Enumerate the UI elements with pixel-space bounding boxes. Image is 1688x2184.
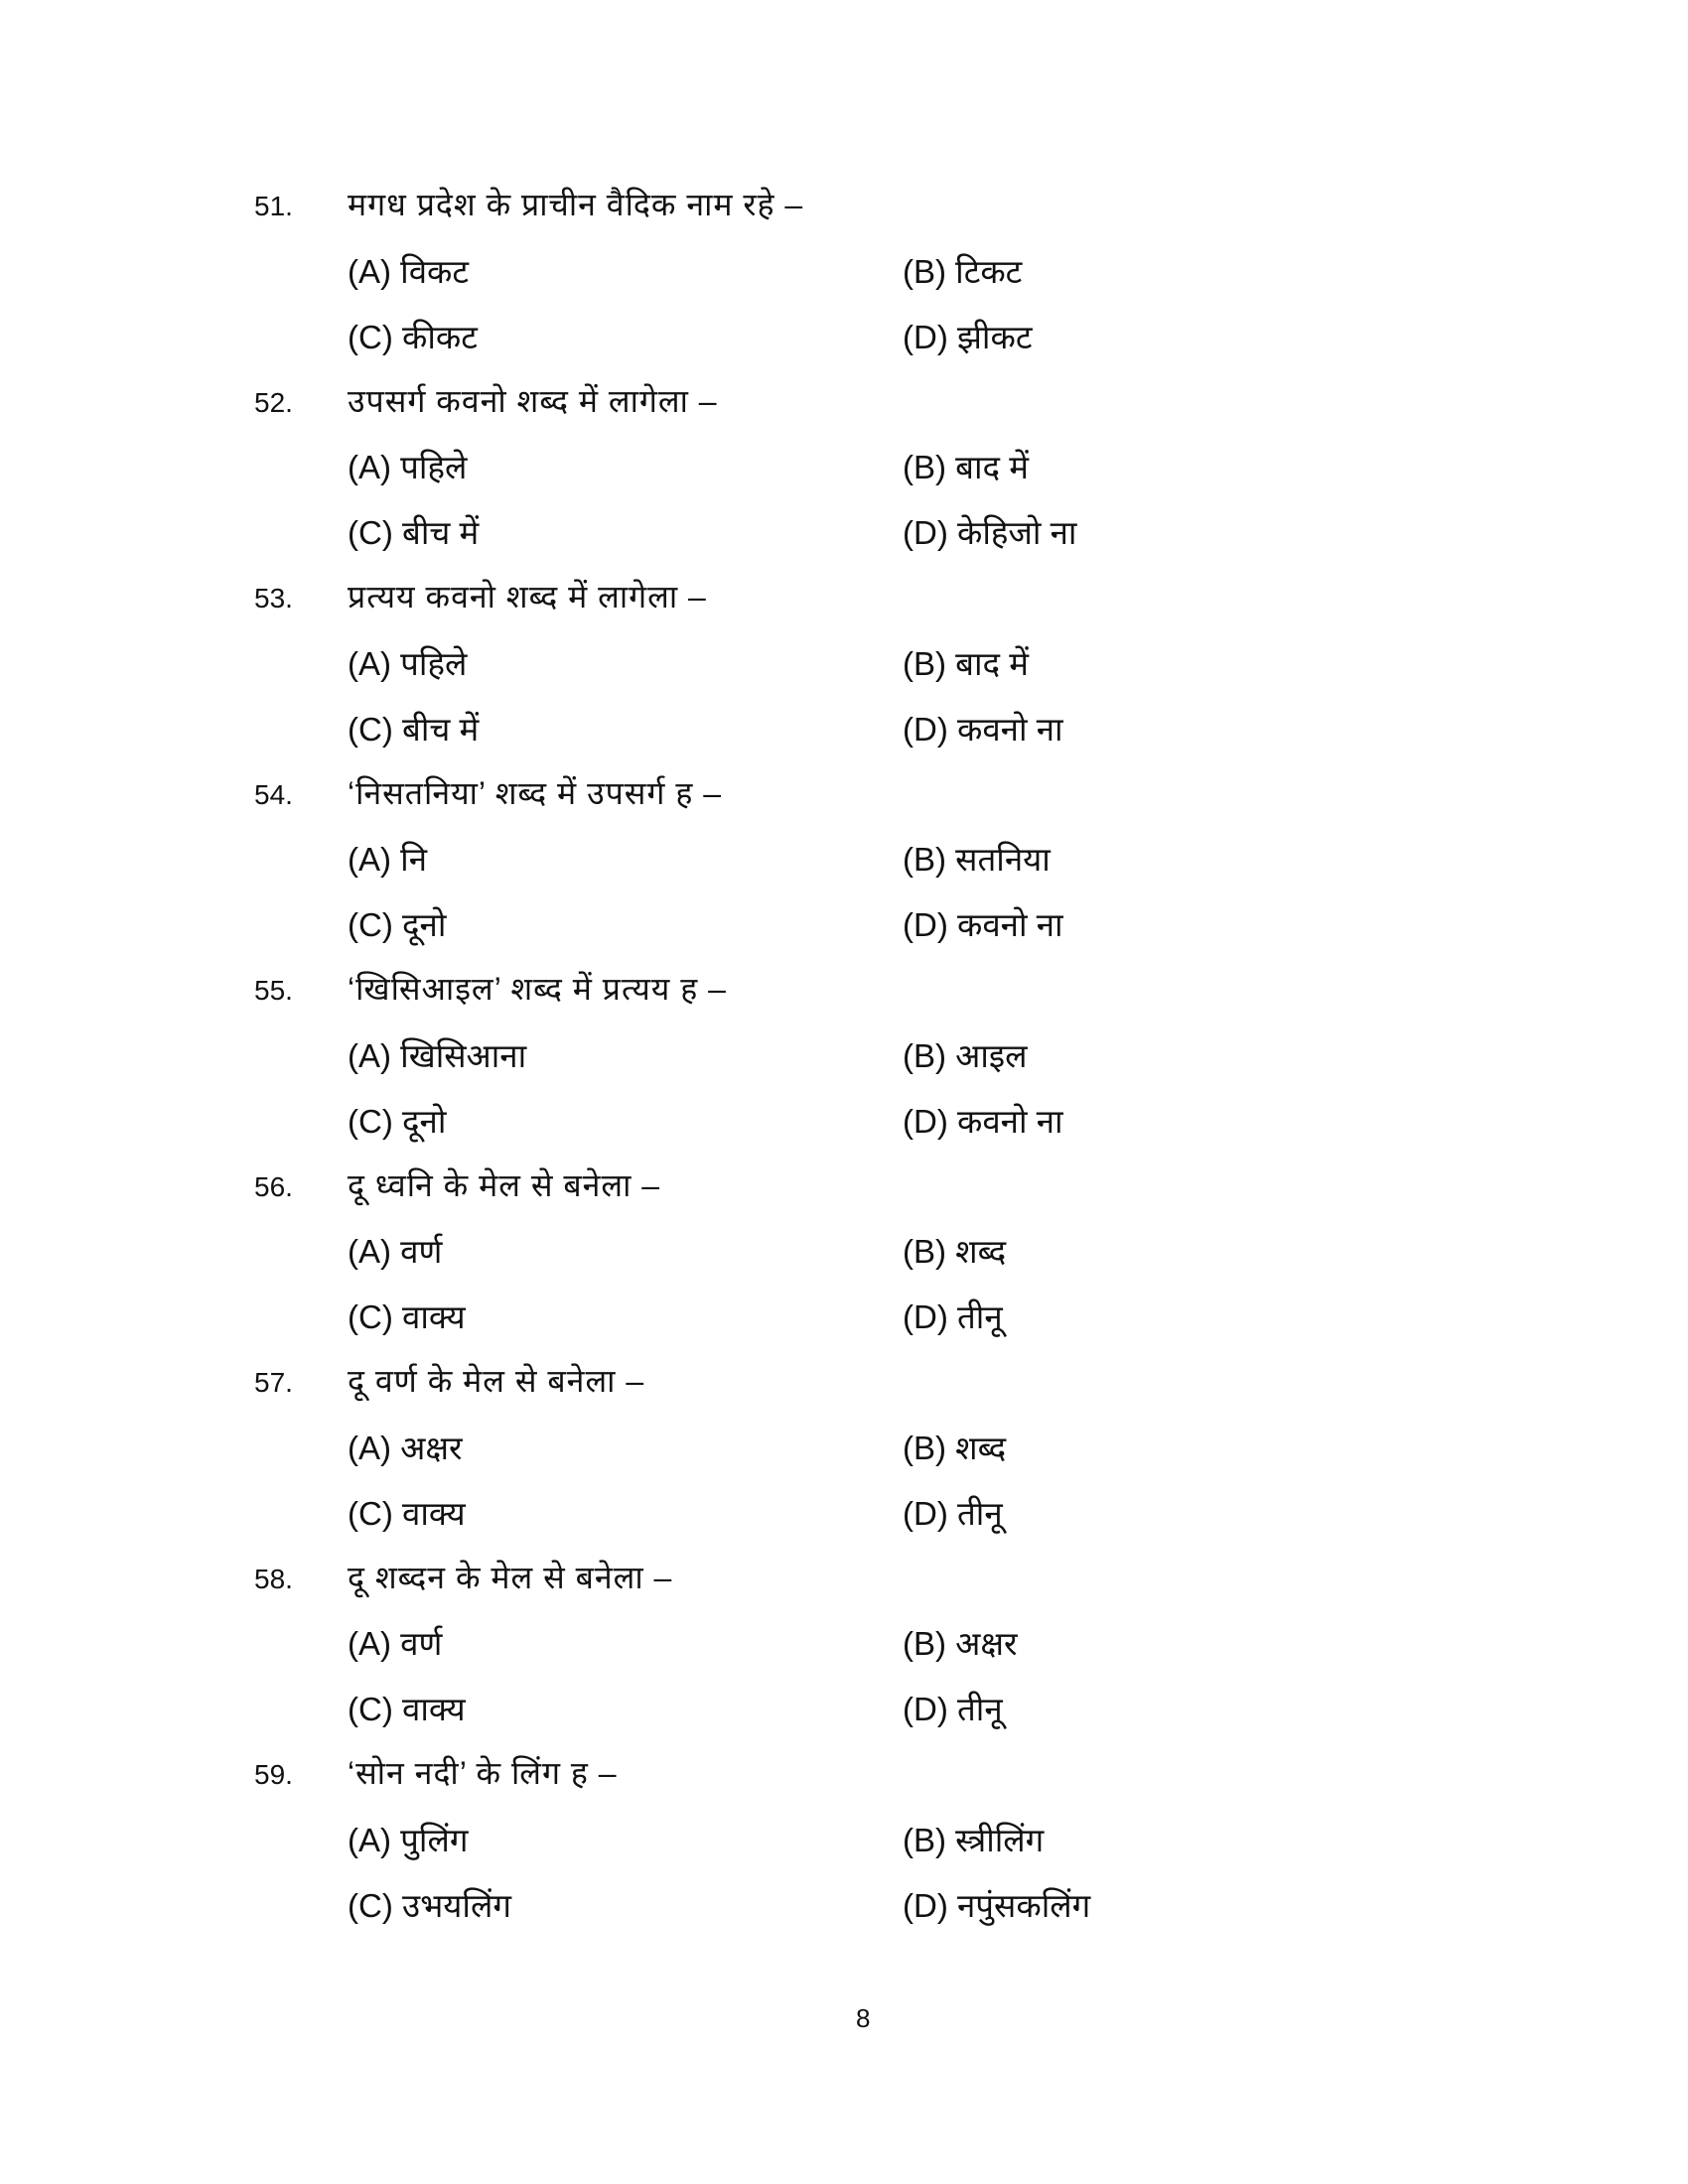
question <box>0 963 1688 1160</box>
options-row <box>0 1813 1688 1878</box>
options-row <box>0 1878 1688 1944</box>
page-number: 8 <box>856 2003 871 2033</box>
option-d: (D) तीनू <box>903 1691 1003 1728</box>
option-d: (D) केहिजो ना <box>903 514 1077 552</box>
options-row <box>0 832 1688 897</box>
options-row <box>0 1682 1688 1747</box>
question <box>0 571 1688 767</box>
option-a: (A) वर्ण <box>348 1233 443 1271</box>
option-b: (B) शब्द <box>903 1233 1007 1271</box>
option-d: (D) कवनो ना <box>903 710 1063 748</box>
question-header <box>0 767 1688 833</box>
options-row <box>0 440 1688 505</box>
question-text: ‘खिसिआइल’ शब्द में प्रत्यय ह – <box>348 971 727 1007</box>
options-row <box>0 702 1688 767</box>
question-header <box>0 1160 1688 1225</box>
option-a: (A) अक्षर <box>348 1429 463 1466</box>
question-number: 58. <box>254 1563 293 1594</box>
question-number: 51. <box>254 191 293 221</box>
question-header <box>0 1747 1688 1813</box>
question <box>0 767 1688 964</box>
question-header <box>0 375 1688 441</box>
option-c: (C) उभयलिंग <box>348 1886 511 1924</box>
options-row <box>0 636 1688 702</box>
option-b: (B) आइल <box>903 1036 1028 1074</box>
question-number: 52. <box>254 386 293 418</box>
option-b: (B) टिकट <box>903 252 1023 290</box>
question-header <box>0 1355 1688 1421</box>
option-c: (C) कीकट <box>348 318 478 355</box>
option-b: (B) शब्द <box>903 1429 1007 1466</box>
option-a: (A) नि <box>348 841 428 879</box>
option-d: (D) तीनू <box>903 1494 1003 1532</box>
question <box>0 1552 1688 1748</box>
question-text: दू वर्ण के मेल से बनेला – <box>348 1363 645 1399</box>
question-text: मगध प्रदेश के प्राचीन वैदिक नाम रहे – <box>348 187 804 222</box>
question-number: 57. <box>254 1367 293 1398</box>
option-b: (B) सतनिया <box>903 841 1051 879</box>
option-a: (A) पहिले <box>348 449 468 486</box>
option-a: (A) विकट <box>348 252 470 290</box>
option-a: (A) पुलिंग <box>348 1821 469 1858</box>
question <box>0 375 1688 572</box>
question <box>0 1160 1688 1356</box>
option-c: (C) वाक्य <box>348 1691 466 1728</box>
option-c: (C) बीच में <box>348 514 480 552</box>
question-header <box>0 963 1688 1028</box>
question-text: प्रत्यय कवनो शब्द में लागेला – <box>348 579 707 614</box>
options-row <box>0 1616 1688 1682</box>
question-number: 55. <box>254 975 293 1006</box>
question-list <box>0 179 1688 1944</box>
options-row <box>0 1224 1688 1290</box>
option-b: (B) स्त्रीलिंग <box>903 1821 1045 1858</box>
options-row <box>0 310 1688 375</box>
question-number: 56. <box>254 1170 293 1202</box>
question-number: 53. <box>254 583 293 614</box>
option-b: (B) अक्षर <box>903 1625 1018 1663</box>
question-header <box>0 179 1688 244</box>
option-a: (A) पहिले <box>348 644 468 682</box>
option-d: (D) तीनू <box>903 1298 1003 1336</box>
question <box>0 1355 1688 1552</box>
option-b: (B) बाद में <box>903 449 1029 486</box>
question-text: दू शब्दन के मेल से बनेला – <box>348 1559 673 1595</box>
option-c: (C) वाक्य <box>348 1494 466 1532</box>
question-text: दू ध्वनि के मेल से बनेला – <box>348 1166 661 1203</box>
option-c: (C) बीच में <box>348 710 480 748</box>
options-row <box>0 897 1688 963</box>
question-header <box>0 571 1688 636</box>
option-a: (A) वर्ण <box>348 1625 443 1663</box>
options-row <box>0 1094 1688 1160</box>
question-text: ‘निसतनिया’ शब्द में उपसर्ग ह – <box>348 774 722 811</box>
option-c: (C) दूनो <box>348 906 447 944</box>
question-number: 54. <box>254 778 293 810</box>
question-text: ‘सोन नदी’ के लिंग ह – <box>348 1755 618 1791</box>
options-row <box>0 1028 1688 1094</box>
option-d: (D) कवनो ना <box>903 1102 1063 1140</box>
option-d: (D) नपुंसकलिंग <box>903 1886 1091 1924</box>
option-d: (D) कवनो ना <box>903 906 1063 944</box>
question <box>0 179 1688 375</box>
question-header <box>0 1552 1688 1617</box>
options-row <box>0 505 1688 571</box>
option-a: (A) खिसिआना <box>348 1036 527 1074</box>
option-d: (D) झीकट <box>903 318 1033 355</box>
options-row <box>0 1486 1688 1552</box>
question-text: उपसर्ग कवनो शब्द में लागेला – <box>348 382 718 419</box>
option-b: (B) बाद में <box>903 644 1029 682</box>
question-number: 59. <box>254 1759 293 1790</box>
options-row <box>0 1290 1688 1355</box>
options-row <box>0 1421 1688 1486</box>
option-c: (C) दूनो <box>348 1102 447 1140</box>
option-c: (C) वाक्य <box>348 1298 466 1336</box>
options-row <box>0 244 1688 310</box>
question <box>0 1747 1688 1944</box>
